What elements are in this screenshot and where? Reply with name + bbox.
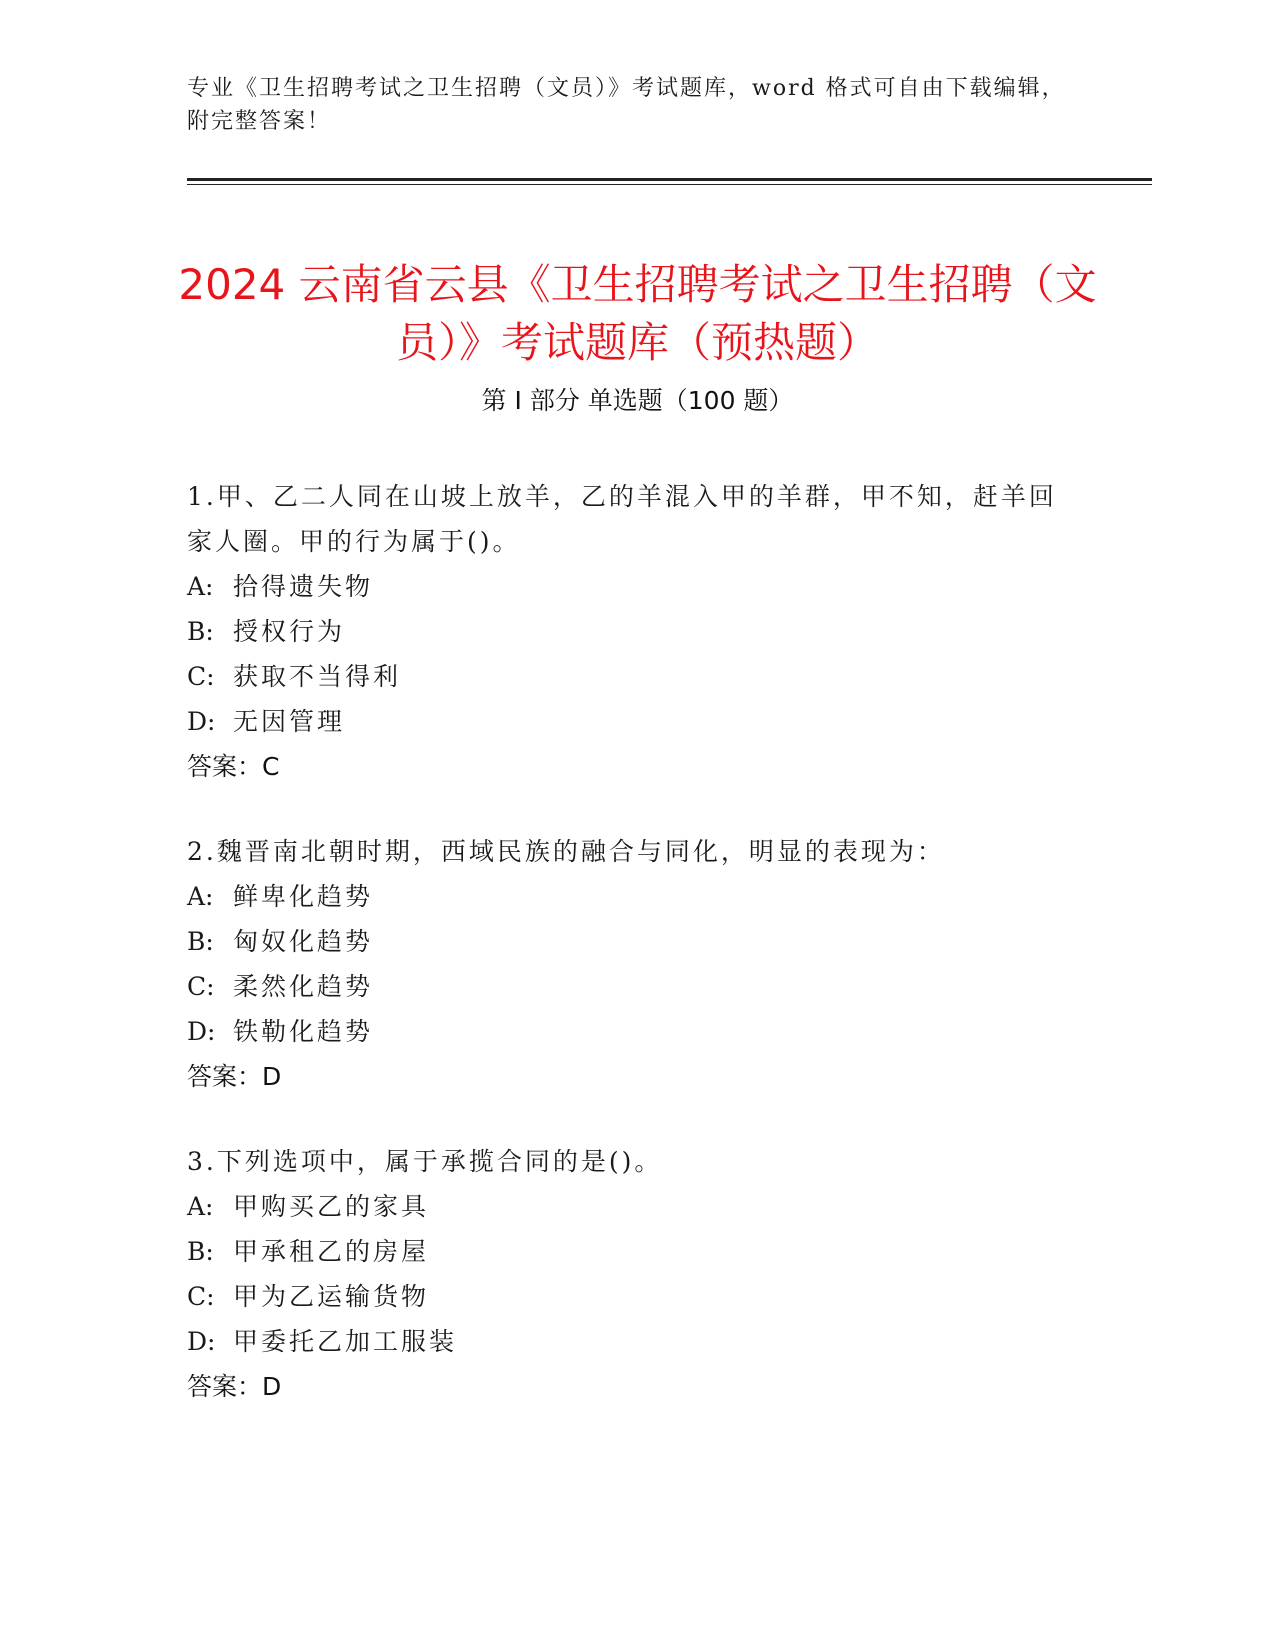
- answer-line: 答案：D: [187, 1372, 282, 1401]
- question-2: [187, 829, 1067, 1099]
- option-text: 授权行为: [233, 617, 346, 646]
- option-label: D:: [187, 1327, 216, 1356]
- option-text: 无因管理: [233, 707, 346, 736]
- question-stem: 1.甲、乙二人同在山坡上放羊，乙的羊混入甲的羊群，甲不知，赶羊回家人圈。甲的行为属于()。: [187, 482, 1057, 556]
- option-label: A:: [187, 572, 214, 601]
- option-text: 甲购买乙的家具: [233, 1192, 430, 1221]
- question-1: [187, 474, 1067, 789]
- option-b: [187, 919, 1067, 964]
- option-d: [187, 699, 1067, 744]
- document-title: 2024 云南省云县《卫生招聘考试之卫生招聘（文员）》考试题库（预热题）: [178, 260, 1097, 368]
- option-label: B:: [187, 617, 214, 646]
- answer-line: 答案：C: [187, 752, 280, 781]
- option-d: [187, 1009, 1067, 1054]
- option-c: [187, 654, 1067, 699]
- question-stem: 3.下列选项中，属于承揽合同的是()。: [187, 1147, 663, 1176]
- option-label: B:: [187, 1237, 214, 1266]
- option-text: 获取不当得利: [233, 662, 402, 691]
- option-text: 甲承租乙的房屋: [233, 1237, 430, 1266]
- answer-line: 答案：D: [187, 1062, 282, 1091]
- option-c: [187, 964, 1067, 1009]
- option-label: C:: [187, 662, 215, 691]
- option-text: 鲜卑化趋势: [233, 882, 374, 911]
- option-a: [187, 874, 1067, 919]
- option-label: B:: [187, 927, 214, 956]
- option-c: [187, 1274, 1067, 1319]
- option-label: C:: [187, 1282, 215, 1311]
- option-label: A:: [187, 1192, 214, 1221]
- option-label: D:: [187, 707, 216, 736]
- option-b: [187, 1229, 1067, 1274]
- option-a: [187, 564, 1067, 609]
- header-divider-thick: [187, 178, 1152, 181]
- option-a: [187, 1184, 1067, 1229]
- option-label: C:: [187, 972, 215, 1001]
- header-divider-thin: [187, 184, 1152, 185]
- option-label: A:: [187, 882, 214, 911]
- section-heading: 第 I 部分 单选题（100 题）: [481, 386, 794, 415]
- option-text: 匈奴化趋势: [233, 927, 374, 956]
- header-note: 专业《卫生招聘考试之卫生招聘（文员）》考试题库，word 格式可自由下载编辑，附完整答案！: [187, 76, 1066, 134]
- option-text: 拾得遗失物: [233, 572, 374, 601]
- question-stem: 2.魏晋南北朝时期，西域民族的融合与同化，明显的表现为：: [187, 837, 945, 866]
- option-d: [187, 1319, 1067, 1364]
- question-list: [187, 474, 1067, 1449]
- option-b: [187, 609, 1067, 654]
- question-3: [187, 1139, 1067, 1409]
- option-text: 甲为乙运输货物: [233, 1282, 430, 1311]
- option-label: D:: [187, 1017, 216, 1046]
- option-text: 柔然化趋势: [233, 972, 374, 1001]
- option-text: 铁勒化趋势: [233, 1017, 374, 1046]
- option-text: 甲委托乙加工服装: [233, 1327, 458, 1356]
